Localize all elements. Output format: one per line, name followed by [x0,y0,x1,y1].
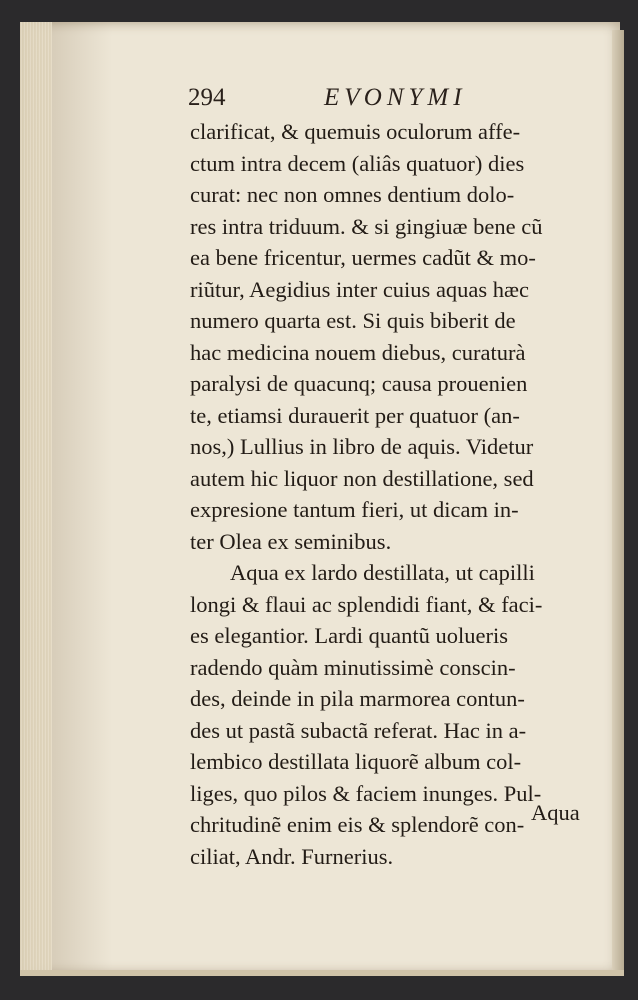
text-line: curat: nec non omnes dentium dolo- [190,182,515,207]
text-line: radendo quàm minutissimè conscin- [190,654,516,680]
text-line: ctum intra decem (aliâs quatuor) dies [190,150,525,176]
text-line: liges, quo pilos & faciem inunges. Pul- [190,780,542,806]
gutter-shadow [52,22,112,974]
text-line: clarificat, & quemuis oculorum affe- [190,119,521,144]
text-line: hac medicina nouem diebus, curaturà [190,339,526,365]
paragraph-start-line: Aqua ex lardo destillata, ut capilli [230,560,535,585]
text-line: nos,) Lullius in libro de aquis. Videtur [190,434,534,459]
text-line: des, deinde in pila marmorea contun- [190,686,525,711]
text-line: chritudinẽ enim eis & splendorẽ con- [190,812,525,837]
text-line: paralysi de quacunq; causa prouenien [190,371,528,396]
page-number: 294 [188,84,226,111]
text-line: lembico destillata liquorẽ album col- [190,749,522,774]
text-line: ciliat, Andr. Furnerius. [190,843,394,869]
text-line: es elegantior. Lardi quantũ uolueris [190,623,509,648]
page-edge-right [612,30,624,970]
body-text [190,116,598,872]
page-edge-left [20,22,52,974]
text-line: ter Olea ex seminibus. [190,528,392,554]
text-line: res intra triduum. & si gingiuæ bene cũ [190,213,543,239]
text-line: numero quarta est. Si quis biberit de [190,308,516,333]
text-line: autem hic liquor non destillatione, sed [190,465,534,491]
text-line: des ut pastã subactã referat. Hac in a- [190,717,527,743]
catchword: Aqua [531,800,580,825]
page-header [188,84,598,118]
text-line: longi & flaui ac splendidi fiant, & faci- [190,591,543,617]
page-edge-bottom [20,970,624,976]
text-line: te, etiamsi durauerit per quatuor (an- [190,402,520,428]
text-line: ea bene fricentur, uermes cadũt & mo- [190,245,536,270]
text-line: expresione tantum fieri, ut dicam in- [190,497,519,522]
running-title: EVONYMI [324,84,467,111]
text-line: riũtur, Aegidius inter cuius aquas hæc [190,276,530,302]
